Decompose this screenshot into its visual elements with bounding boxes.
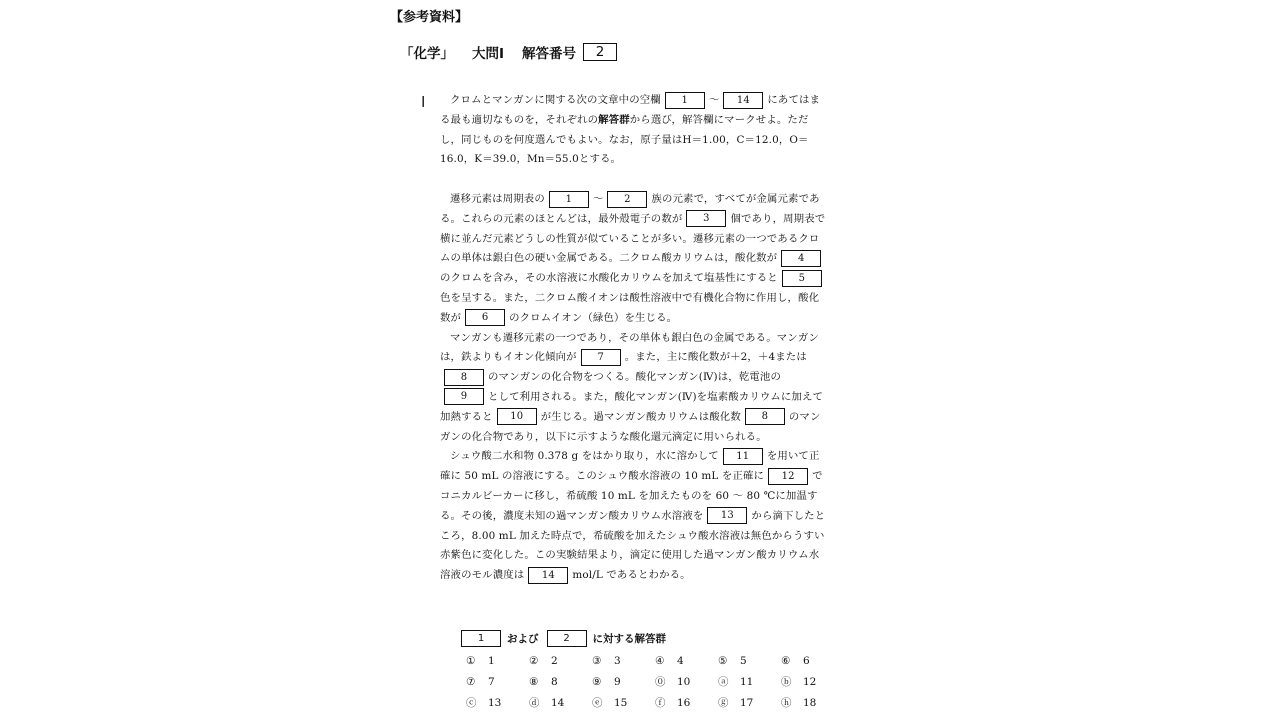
p1-text: 色を呈する。また，二クロム酸イオンは酸性溶液中で有機化合物に作用し，酸化数が bbox=[440, 291, 820, 324]
p1-text: 遷移元素は周期表の bbox=[450, 193, 545, 205]
blank-box: 14 bbox=[528, 567, 568, 584]
blank-box: 10 bbox=[497, 408, 537, 425]
option-mark: ⓓ bbox=[529, 697, 540, 709]
p2-text: が生じる。過マンガン酸カリウムは酸化数 bbox=[540, 410, 741, 423]
blank-box: 4 bbox=[781, 250, 821, 267]
answer-option bbox=[529, 653, 592, 670]
option-value: 4 bbox=[677, 655, 684, 667]
blank-box: 1 bbox=[665, 92, 705, 109]
option-mark: ⓖ bbox=[718, 697, 729, 709]
p3-text: シュウ酸二水和物 0.378 g をはかり取り，水に溶かして bbox=[450, 450, 719, 463]
option-mark: ① bbox=[466, 655, 476, 667]
intro-emphasis: 解答群 bbox=[598, 113, 630, 126]
intro-text: から選び，解答欄にマークせよ。ただし，同じものを何度選んでもよい。なお，原子量はH＝1.00，C＝12.0，O＝16.0，K＝39.0，Mn＝55.0とする。 bbox=[440, 113, 809, 166]
answer-number-box: 2 bbox=[583, 43, 617, 61]
option-value: 13 bbox=[488, 697, 502, 709]
answer-option bbox=[466, 653, 529, 670]
p1-text: のクロムを含み，その水溶液に水酸化カリウムを加えて塩基性にすると bbox=[440, 272, 778, 285]
option-mark: ⑦ bbox=[466, 676, 476, 688]
option-mark: ③ bbox=[592, 655, 602, 667]
answer-group-and: および bbox=[507, 633, 539, 645]
intro-paragraph bbox=[440, 91, 828, 170]
p2-text: として利用される。また，酸化マンガン(Ⅳ)を塩素酸カリウムに加えて加熱すると bbox=[440, 390, 824, 423]
option-mark: ⑨ bbox=[592, 676, 602, 688]
answer-group-title bbox=[461, 630, 674, 647]
blank-box: 13 bbox=[707, 507, 747, 524]
option-value: 12 bbox=[803, 676, 817, 688]
option-mark: ⓐ bbox=[718, 676, 729, 688]
option-value: 17 bbox=[740, 697, 754, 709]
p1-text: 族の元素で，すべてが金属元素である。これらの元素のほとんどは，最外殻電子の数が bbox=[440, 193, 820, 225]
p2-text: のマンガンの化合物であり，以下に示すような酸化還元滴定に用いられる。 bbox=[440, 410, 821, 443]
answer-option bbox=[655, 674, 718, 691]
answer-option bbox=[529, 674, 592, 691]
answer-option bbox=[592, 653, 655, 670]
answer-option bbox=[781, 674, 844, 691]
answer-option bbox=[718, 695, 781, 712]
answer-option bbox=[592, 674, 655, 691]
intro-text: ～ bbox=[708, 94, 720, 106]
option-value: 6 bbox=[803, 655, 810, 667]
p3-text: mol/L であるとわかる。 bbox=[572, 569, 691, 582]
p2-text: 。また，主に酸化数が＋2，＋4または bbox=[624, 351, 807, 364]
option-mark: ⑤ bbox=[718, 655, 728, 667]
answer-option bbox=[466, 674, 529, 691]
option-mark: ⓪ bbox=[655, 676, 666, 688]
answer-option bbox=[718, 674, 781, 691]
question-header bbox=[400, 42, 617, 62]
answer-option bbox=[529, 695, 592, 712]
option-value: 14 bbox=[551, 697, 565, 709]
option-mark: ⓒ bbox=[466, 697, 477, 709]
blank-box: 5 bbox=[782, 270, 822, 287]
option-value: 2 bbox=[551, 655, 558, 667]
option-mark: ⑥ bbox=[781, 655, 791, 667]
intro-text: にあてはまる最も適切なものを，それぞれの bbox=[440, 94, 821, 126]
option-mark: ② bbox=[529, 655, 539, 667]
option-value: 11 bbox=[740, 676, 754, 688]
blank-box: 8 bbox=[745, 408, 785, 425]
reference-label: 【参考資料】 bbox=[390, 10, 469, 25]
blank-box: 11 bbox=[723, 448, 763, 465]
blank-box: 2 bbox=[607, 191, 647, 208]
answer-group-box-2: 2 bbox=[547, 630, 587, 647]
blank-box: 9 bbox=[444, 388, 484, 405]
blank-box: 12 bbox=[768, 468, 808, 485]
p1-text: 個であり，周期表で横に並んだ元素どうしの性質が似ていることが多い。遷移元素の一つであるクロムの単体は銀白色の硬い金属である。二クロム酸カリウムは，酸化数が bbox=[440, 212, 826, 265]
option-mark: ⓕ bbox=[655, 697, 666, 709]
p1-text: ～ bbox=[592, 193, 604, 205]
blank-box: 8 bbox=[444, 369, 484, 386]
option-mark: ⓑ bbox=[781, 676, 792, 688]
paragraph-transition-elements bbox=[440, 190, 828, 586]
option-mark: ⑧ bbox=[529, 676, 539, 688]
blank-box: 6 bbox=[465, 309, 505, 326]
p3-text: を用いて正確に 50 mL の溶液にする。このシュウ酸水溶液の 10 mL を正確に bbox=[440, 450, 820, 483]
blank-box: 1 bbox=[549, 191, 589, 208]
option-mark: ⓔ bbox=[592, 697, 603, 709]
intro-text: クロムとマンガンに関する次の文章中の空欄 bbox=[450, 94, 661, 106]
option-value: 18 bbox=[803, 697, 817, 709]
option-value: 15 bbox=[614, 697, 628, 709]
subject-label: 「化学」 bbox=[400, 46, 454, 62]
p2-text: のマンガンの化合物をつくる。酸化マンガン(Ⅳ)は，乾電池の bbox=[488, 371, 781, 384]
answer-group-box-1: 1 bbox=[461, 630, 501, 647]
option-value: 9 bbox=[614, 676, 621, 688]
blank-box: 14 bbox=[723, 92, 763, 109]
answer-option bbox=[655, 653, 718, 670]
answer-options-grid bbox=[466, 653, 844, 712]
text-cursor-icon: I bbox=[421, 93, 426, 111]
answer-option bbox=[466, 695, 529, 712]
option-mark: ④ bbox=[655, 655, 665, 667]
option-mark: ⓗ bbox=[781, 697, 792, 709]
answer-group-label: に対する解答群 bbox=[592, 633, 666, 645]
option-value: 7 bbox=[488, 676, 495, 688]
option-value: 16 bbox=[677, 697, 691, 709]
option-value: 5 bbox=[740, 655, 747, 667]
answer-number-label: 解答番号 bbox=[522, 46, 577, 62]
option-value: 10 bbox=[677, 676, 691, 688]
p2-text: マンガンも遷移元素の一つであり，その単体も銀白色の金属である。マンガンは，鉄よりもイオン化傾向が bbox=[440, 331, 819, 364]
p3-text: から滴下したところ，8.00 mL 加えた時点で，希硫酸を加えたシュウ酸水溶液は無色からうすい赤紫色に変化した。この実験結果より，滴定に使用した過マンガン酸カリウム水溶液のモル濃度は bbox=[440, 509, 826, 582]
blank-box: 3 bbox=[686, 210, 726, 227]
option-value: 1 bbox=[488, 655, 495, 667]
option-value: 3 bbox=[614, 655, 621, 667]
p3-text: でコニカルビーカーに移し，希硫酸 10 mL を加えたものを 60 ～ 80 ℃に加温する。その後，濃度未知の過マンガン酸カリウム水溶液を bbox=[440, 470, 823, 522]
answer-option bbox=[781, 695, 844, 712]
blank-box: 7 bbox=[581, 349, 621, 366]
option-value: 8 bbox=[551, 676, 558, 688]
answer-option bbox=[655, 695, 718, 712]
answer-option bbox=[718, 653, 781, 670]
question-label: 大問Ⅰ bbox=[472, 46, 505, 62]
answer-option bbox=[592, 695, 655, 712]
p1-text: のクロムイオン（緑色）を生じる。 bbox=[509, 311, 678, 324]
answer-option bbox=[781, 653, 844, 670]
